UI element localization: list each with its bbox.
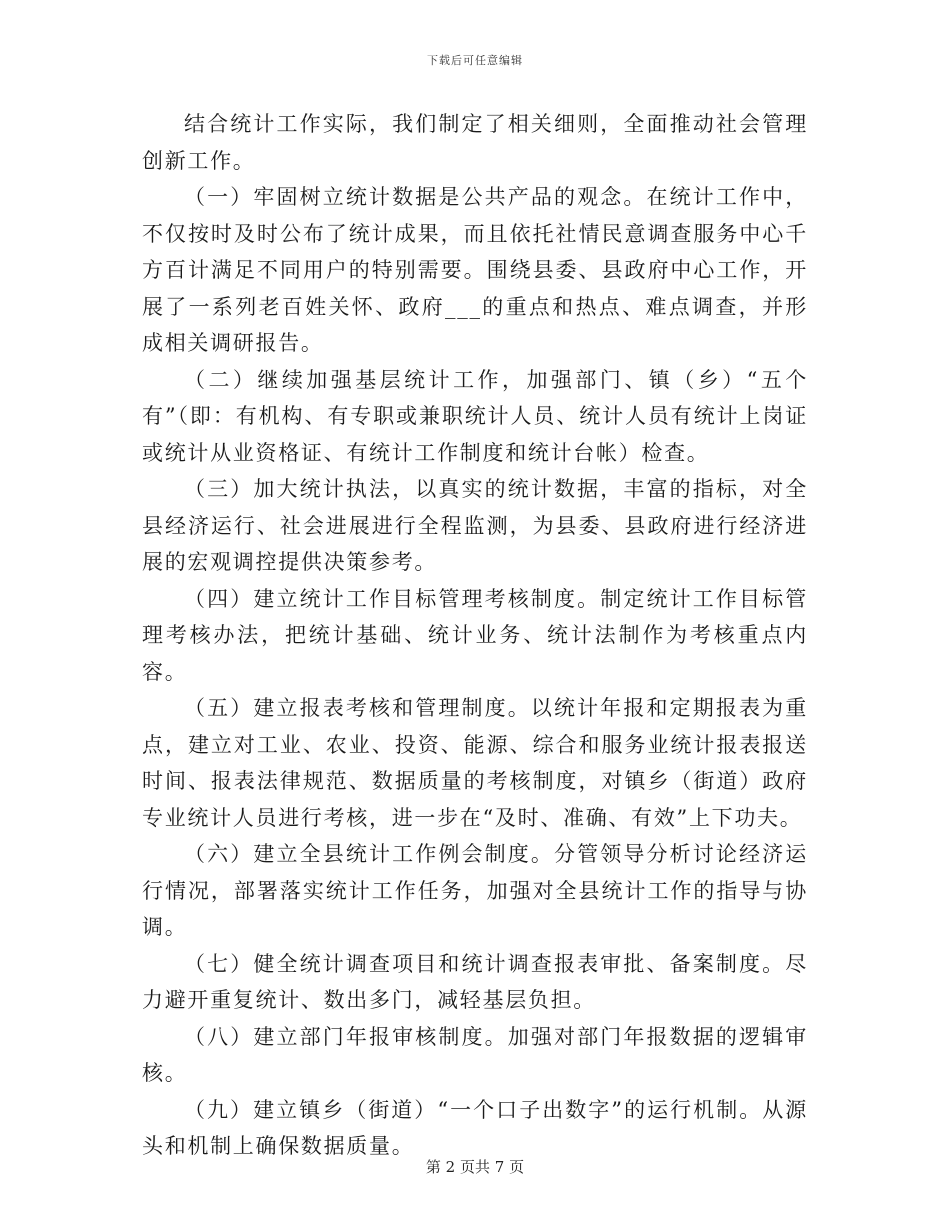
page-header: 下载后可任意编辑 [427,54,523,67]
paragraph-item-3: （三）加大统计执法，以真实的统计数据，丰富的指标，对全县经济运行、社会进展进行全程监测，为县委、县政府进行经济进展的宏观调控提供决策参考。 [142,477,808,574]
paragraph-item-6: （六）建立全县统计工作例会制度。分管领导分析讨论经济运行情况，部署落实统计工作任务，加强对全县统计工作的指导与协调。 [142,842,808,939]
page-number-footer: 第 2 页共 7 页 [425,1158,525,1176]
paragraph-item-8: （八）建立部门年报审核制度。加强对部门年报数据的逻辑审核。 [142,1024,808,1085]
paragraph-item-2: （二）继续加强基层统计工作，加强部门、镇（乡）“五个有”（即：有机构、有专职或兼职统计人员、统计人员有统计上岗证或统计从业资格证、有统计工作制度和统计台帐）检查。 [142,367,808,465]
paragraph-item-1: （一）牢固树立统计数据是公共产品的观念。在统计工作中，不仅按时及时公布了统计成果，而且依托社情民意调查服务中心千方百计满足不同用户的特别需要。围绕县委、县政府中心工作，开展了一系列老百姓关怀、政府___的重点和热点、难点调查，并形成相关调研报告。 [142,185,808,355]
paragraph-item-9: （九）建立镇乡（街道）“一个口子出数字”的运行机制。从源头和机制上确保数据质量。 [142,1097,808,1158]
paragraph-intro: 结合统计工作实际，我们制定了相关细则，全面推动社会管理创新工作。 [142,112,808,173]
paragraph-item-5: （五）建立报表考核和管理制度。以统计年报和定期报表为重点，建立对工业、农业、投资、能源、综合和服务业统计报表报送时间、报表法律规范、数据质量的考核制度，对镇乡（街道）政府专业统计人员进行考核，进一步在“及时、准确、有效”上下功夫。 [142,696,808,830]
paragraph-item-7: （七）健全统计调查项目和统计调查报表审批、备案制度。尽力避开重复统计、数出多门，减轻基层负担。 [142,951,808,1012]
document-body [142,106,808,1165]
paragraph-item-4: （四）建立统计工作目标管理考核制度。制定统计工作目标管理考核办法，把统计基础、统计业务、统计法制作为考核重点内容。 [142,586,808,684]
